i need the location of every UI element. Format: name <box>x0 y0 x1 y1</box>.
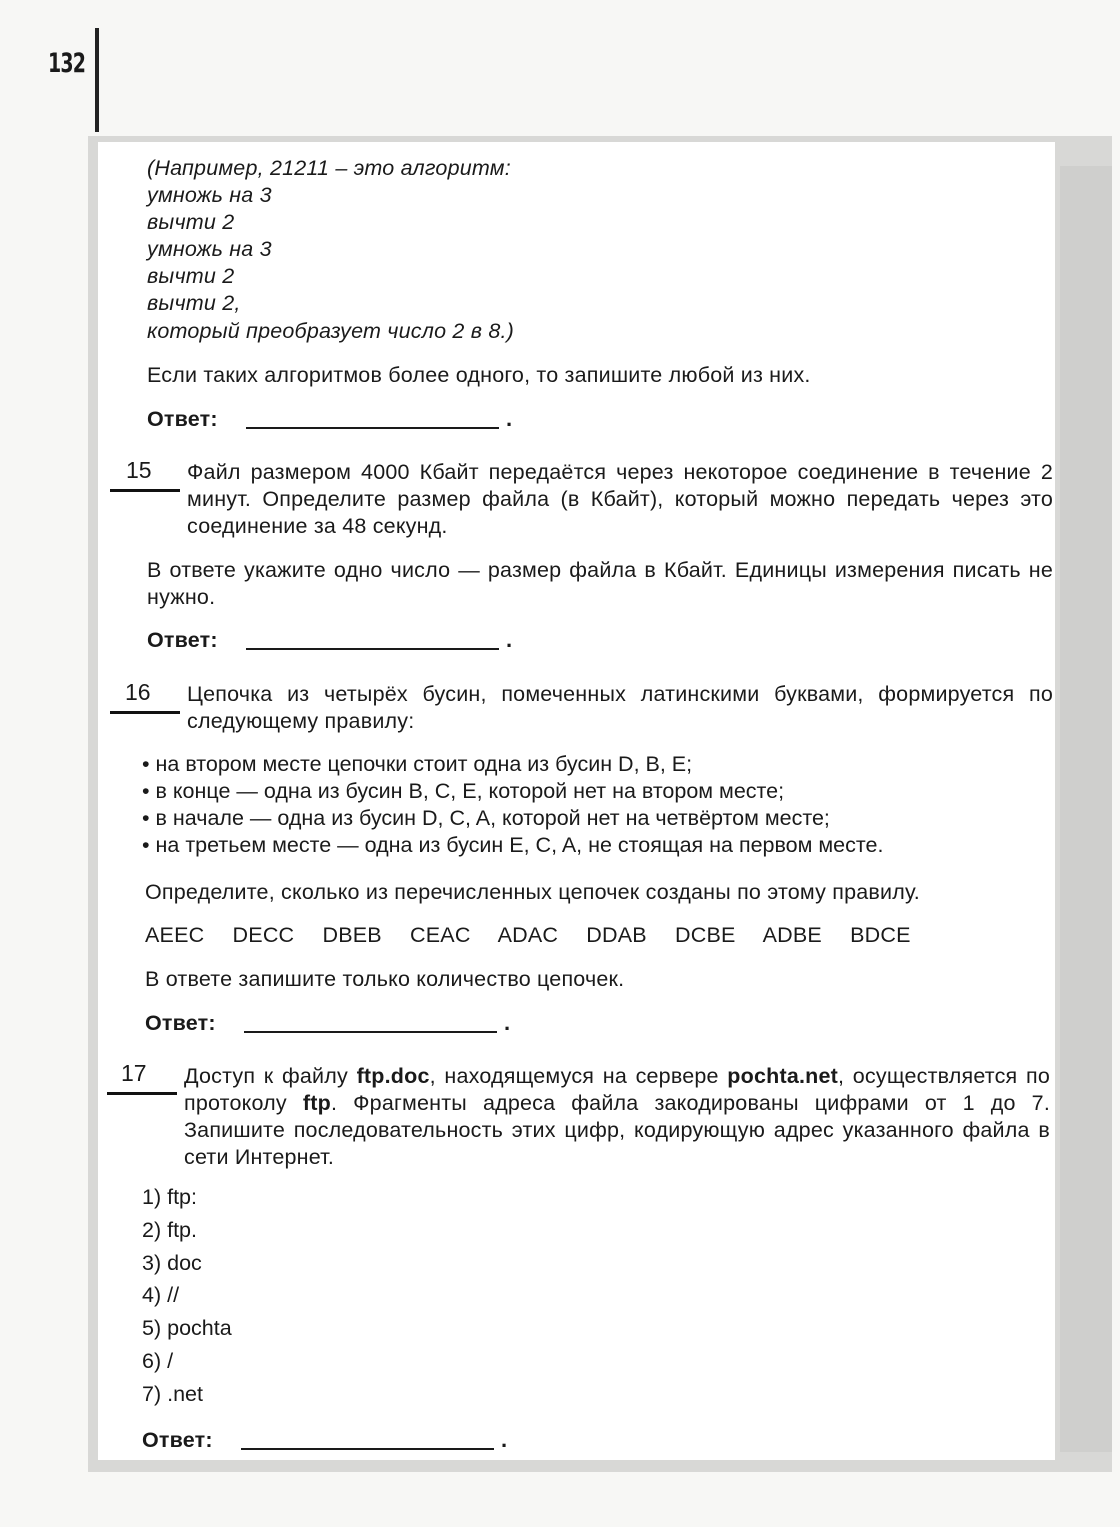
chain-item: DECC <box>232 923 295 947</box>
server-name: pochta.net <box>727 1064 838 1088</box>
example-line: вычти 2, <box>147 291 241 315</box>
chain-item: AEEC <box>145 923 205 947</box>
rule-text: в начале — одна из бусин D, C, A, которой нет на четвёртом месте; <box>155 806 830 830</box>
chain-item: ADAC <box>497 923 559 947</box>
answer-field-16[interactable] <box>244 1031 497 1033</box>
task-number-15: 15 <box>126 457 152 483</box>
rule-text: в конце — одна из бусин B, C, E, которой нет на втором месте; <box>155 779 785 803</box>
option-item: 1) ftp: <box>142 1185 197 1209</box>
option-item: 2) ftp. <box>142 1218 197 1242</box>
answer-end-16: . <box>504 1010 511 1035</box>
rule-text: на втором месте цепочки стоит одна из бусин D, B, E; <box>155 752 693 776</box>
header-rule <box>95 28 99 132</box>
protocol-name: ftp <box>302 1091 331 1115</box>
answer-end-14: . <box>506 406 513 431</box>
task-text-16: Цепочка из четырёх бусин, помеченных латинскими буквами, формируется по следующему правилу: <box>187 682 1053 733</box>
task-note-15: В ответе укажите одно число — размер файла в Кбайт. Единицы измерения писать не нужно. <box>147 558 1053 609</box>
example-line: умножь на 3 <box>147 183 272 207</box>
answer-label-17: Ответ: <box>142 1428 213 1452</box>
page-number: 132 <box>48 48 86 79</box>
task-marker-17 <box>107 1092 177 1095</box>
rule-item: • на третьем месте — одна из бусин E, C, A, не стоящая на первом месте. <box>142 833 884 857</box>
answer-field-14[interactable] <box>246 427 499 429</box>
content-frame <box>88 136 1112 1472</box>
chain-item: BDCE <box>850 923 911 947</box>
answer-label-14: Ответ: <box>147 407 218 431</box>
task-number-17: 17 <box>121 1060 147 1086</box>
answer-end-15: . <box>506 627 513 652</box>
example-line: вычти 2 <box>147 210 235 234</box>
chain-item: DBEB <box>322 923 382 947</box>
answer-field-17[interactable] <box>241 1448 494 1450</box>
task-marker-15 <box>110 489 180 492</box>
chain-item: DDAB <box>586 923 647 947</box>
answer-end-17: . <box>501 1427 508 1452</box>
task-question-16: Определите, сколько из перечисленных цепочек созданы по этому правилу. <box>145 880 920 904</box>
chain-list <box>145 922 933 949</box>
example-line: умножь на 3 <box>147 237 272 261</box>
example-note: Если таких алгоритмов более одного, то запишите любой из них. <box>147 363 811 387</box>
example-line: который преобразует число 2 в 8.) <box>147 319 515 343</box>
file-name: ftp.doc <box>356 1064 430 1088</box>
answer-label-16: Ответ: <box>145 1011 216 1035</box>
task-marker-16 <box>110 711 180 714</box>
task-text-15: Файл размером 4000 Кбайт передаётся через некоторое соединение в течение 2 минут. Определите размер файла (в Кбайт), который можно передать через это соединение за 48 секунд. <box>187 460 1053 538</box>
chain-item: ADBE <box>762 923 822 947</box>
rule-text: на третьем месте — одна из бусин E, C, A, не стоящая на первом месте. <box>155 833 884 857</box>
answer-label-15: Ответ: <box>147 628 218 652</box>
content-sheet <box>98 142 1055 1460</box>
option-item: 3) doc <box>142 1251 202 1275</box>
task-number-16: 16 <box>125 679 151 705</box>
side-strip <box>1060 166 1112 1452</box>
option-item: 5) pochta <box>142 1316 232 1340</box>
option-item: 4) // <box>142 1283 180 1307</box>
chain-item: CEAC <box>410 923 471 947</box>
option-item: 7) .net <box>142 1382 203 1406</box>
rule-item: • в начале — одна из бусин D, C, A, которой нет на четвёртом месте; <box>142 806 830 830</box>
option-item: 6) / <box>142 1349 174 1373</box>
rule-item: • в конце — одна из бусин B, C, E, которой нет на втором месте; <box>142 779 785 803</box>
task-text-17: Доступ к файлу ftp.doc, находящемуся на сервере pochta.net, осуществляется по протоколу ftp. Фрагменты адреса файла закодированы цифрами от 1 до 7. Запишите последовательность этих цифр, кодирующую адрес указанного файла в сети Интернет. <box>184 1064 1050 1169</box>
example-line: вычти 2 <box>147 264 235 288</box>
example-line: (Например, 21211 – это алгоритм: <box>147 156 511 180</box>
chain-item: DCBE <box>675 923 736 947</box>
rule-item: • на втором месте цепочки стоит одна из бусин D, B, E; <box>142 752 693 776</box>
task-note-16: В ответе запишите только количество цепочек. <box>145 967 625 991</box>
answer-field-15[interactable] <box>246 648 499 650</box>
